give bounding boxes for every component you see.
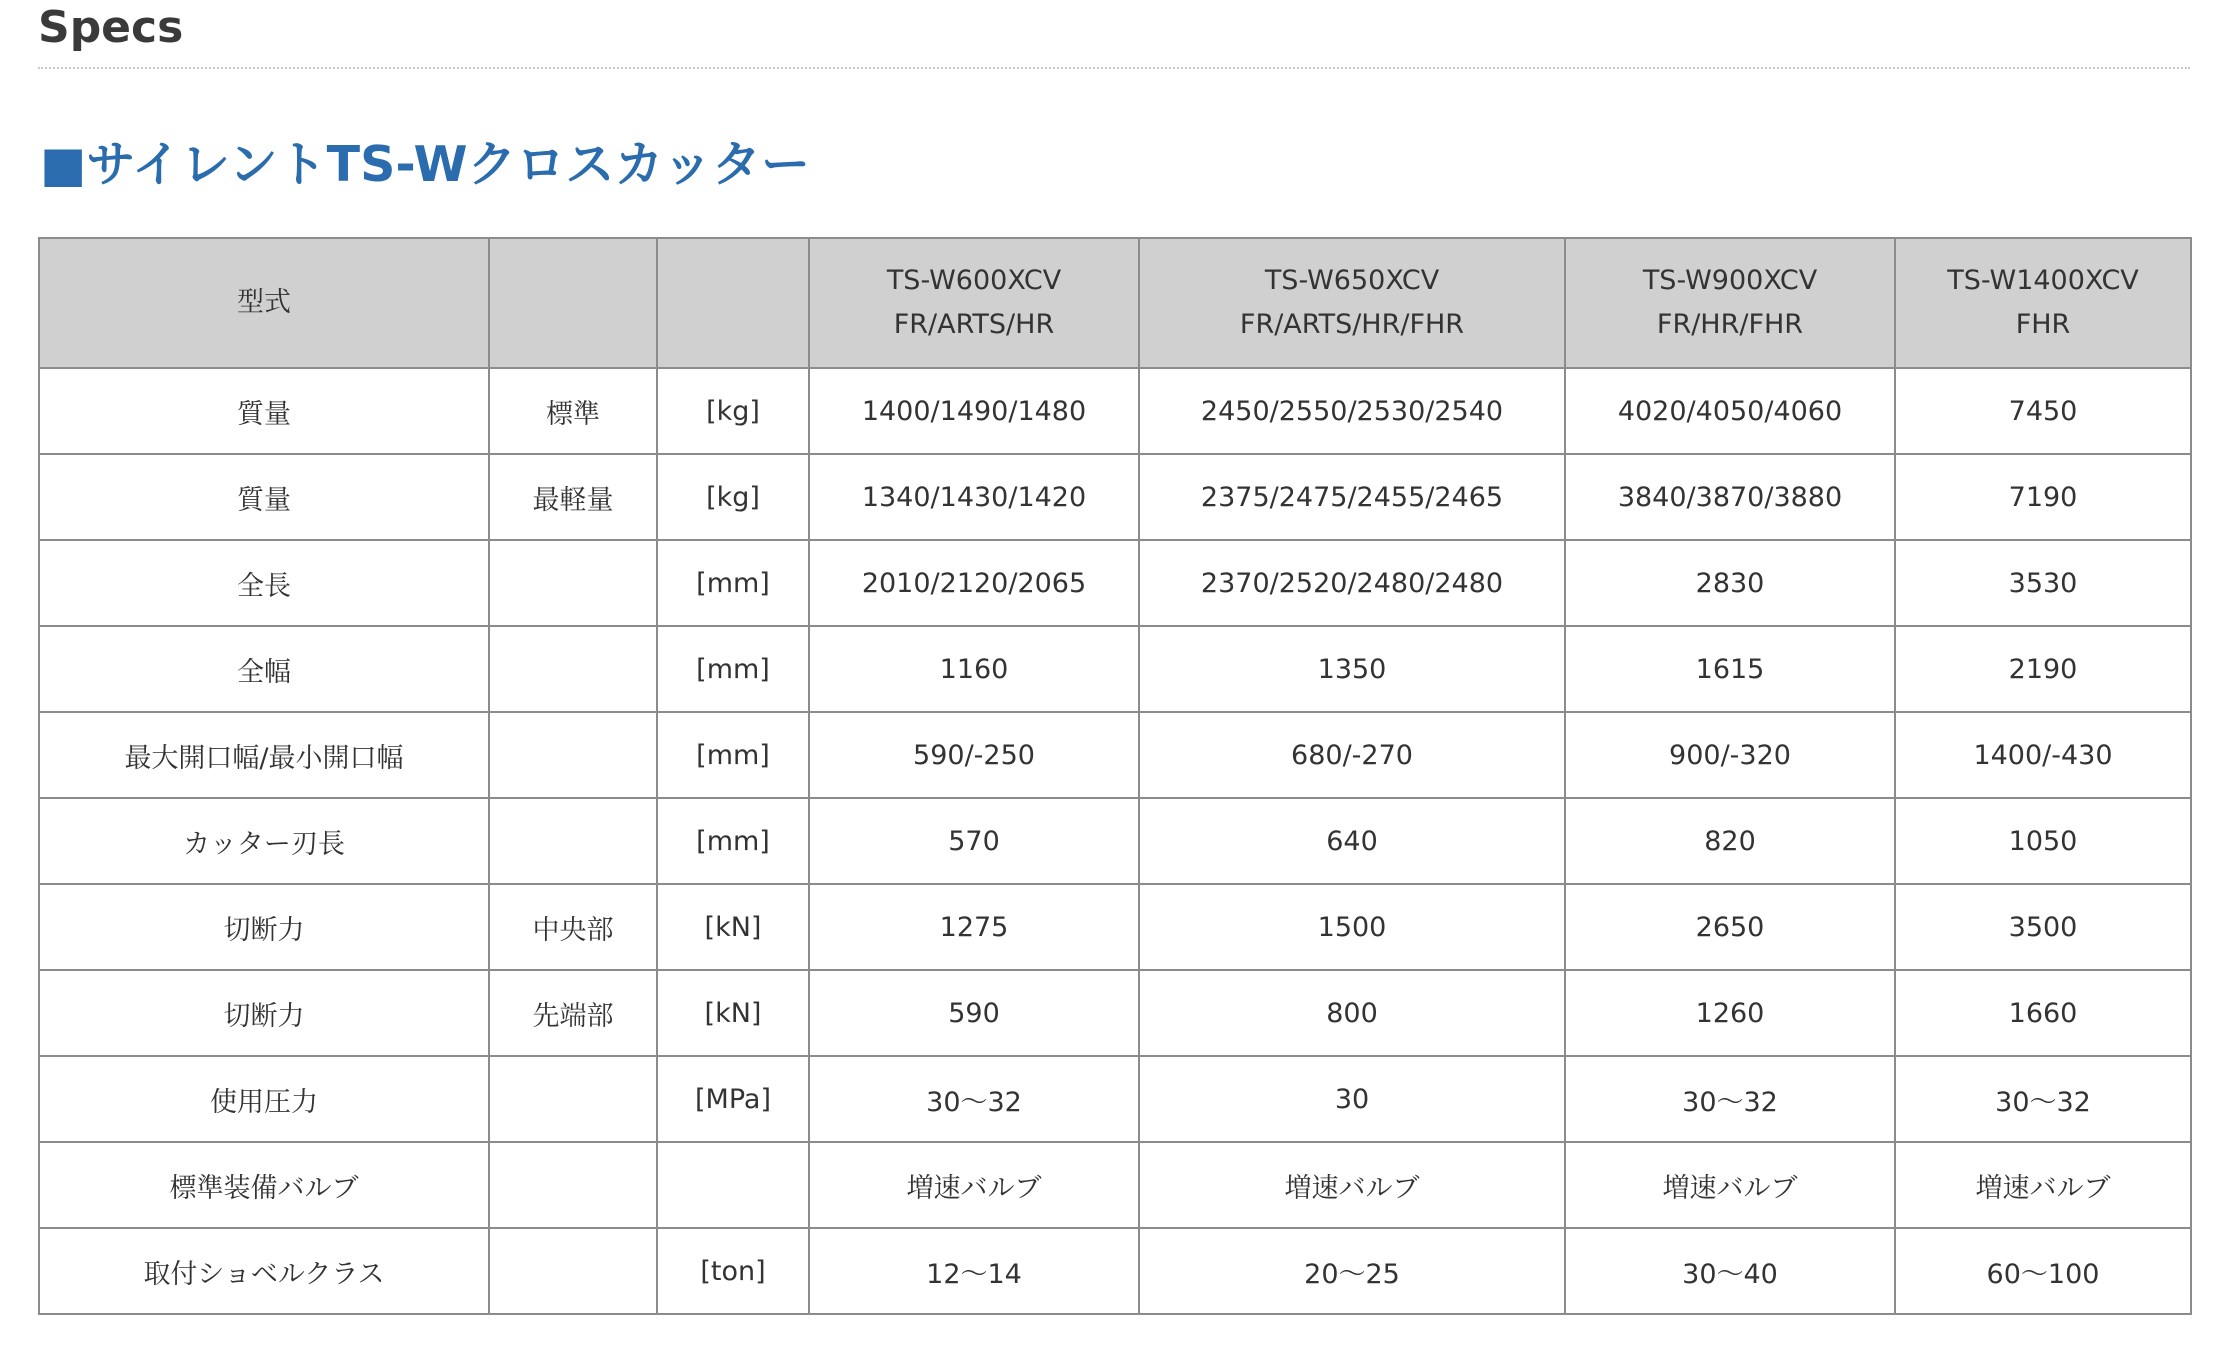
table-body: [39, 368, 2191, 1314]
row-value-cell: 3840/3870/3880: [1565, 454, 1895, 540]
row-value-cell: 1275: [809, 884, 1139, 970]
header-model-cell: [1565, 238, 1895, 368]
model-name: TS-W600XCV: [886, 265, 1062, 296]
row-value-cell: 1260: [1565, 970, 1895, 1056]
row-value-cell: 1500: [1139, 884, 1565, 970]
row-value-cell: 7190: [1895, 454, 2191, 540]
row-value-cell: 680/-270: [1139, 712, 1565, 798]
table-row: [39, 540, 2191, 626]
row-sub-cell: [489, 798, 657, 884]
model-variants: FR/ARTS/HR/FHR: [1239, 309, 1465, 340]
table-row: [39, 626, 2191, 712]
row-value-cell: 4020/4050/4060: [1565, 368, 1895, 454]
row-value-cell: 増速バルブ: [1565, 1142, 1895, 1228]
row-unit-cell: [kg]: [657, 454, 809, 540]
table-row: [39, 454, 2191, 540]
row-sub-cell: 中央部: [489, 884, 657, 970]
row-value-cell: 590/-250: [809, 712, 1139, 798]
header-model-cell: [809, 238, 1139, 368]
table-row: [39, 1142, 2191, 1228]
specs-heading: Specs: [38, 2, 184, 53]
model-variants: FR/ARTS/HR: [893, 309, 1055, 340]
row-unit-cell: [ton]: [657, 1228, 809, 1314]
row-value-cell: 30～40: [1565, 1228, 1895, 1314]
row-label-cell: カッター刃長: [39, 798, 489, 884]
row-sub-cell: [489, 1056, 657, 1142]
row-value-cell: 20～25: [1139, 1228, 1565, 1314]
row-unit-cell: [mm]: [657, 626, 809, 712]
table-header-row: [39, 238, 2191, 368]
row-label-cell: 取付ショベルクラス: [39, 1228, 489, 1314]
header-model-cell: [1139, 238, 1565, 368]
table-row: [39, 1228, 2191, 1314]
header-sub-cell: [489, 238, 657, 368]
row-value-cell: 12～14: [809, 1228, 1139, 1314]
row-unit-cell: [mm]: [657, 712, 809, 798]
model-variants: FHR: [2015, 309, 2071, 340]
row-value-cell: 640: [1139, 798, 1565, 884]
row-label-cell: 質量: [39, 368, 489, 454]
row-value-cell: 1340/1430/1420: [809, 454, 1139, 540]
row-label-cell: 切断力: [39, 970, 489, 1056]
table-row: [39, 884, 2191, 970]
row-value-cell: 2375/2475/2455/2465: [1139, 454, 1565, 540]
table-row: [39, 1056, 2191, 1142]
row-label-cell: 切断力: [39, 884, 489, 970]
row-value-cell: 60～100: [1895, 1228, 2191, 1314]
row-value-cell: 2450/2550/2530/2540: [1139, 368, 1565, 454]
row-sub-cell: 先端部: [489, 970, 657, 1056]
row-value-cell: 3530: [1895, 540, 2191, 626]
table-row: [39, 368, 2191, 454]
row-value-cell: 1660: [1895, 970, 2191, 1056]
row-unit-cell: [mm]: [657, 540, 809, 626]
row-label-cell: 全幅: [39, 626, 489, 712]
row-value-cell: 820: [1565, 798, 1895, 884]
row-label-cell: 最大開口幅/最小開口幅: [39, 712, 489, 798]
row-unit-cell: [kg]: [657, 368, 809, 454]
row-sub-cell: [489, 626, 657, 712]
row-value-cell: 2010/2120/2065: [809, 540, 1139, 626]
table-row: [39, 798, 2191, 884]
row-value-cell: 570: [809, 798, 1139, 884]
row-sub-cell: [489, 1142, 657, 1228]
row-value-cell: 増速バルブ: [1895, 1142, 2191, 1228]
row-sub-cell: [489, 712, 657, 798]
row-value-cell: 30～32: [809, 1056, 1139, 1142]
product-title: ■サイレントTS-Wクロスカッター: [40, 136, 811, 193]
row-sub-cell: 標準: [489, 368, 657, 454]
model-name: TS-W900XCV: [1642, 265, 1818, 296]
row-label-cell: 全長: [39, 540, 489, 626]
row-sub-cell: [489, 1228, 657, 1314]
row-value-cell: 900/-320: [1565, 712, 1895, 798]
row-value-cell: 30～32: [1895, 1056, 2191, 1142]
row-unit-cell: [kN]: [657, 884, 809, 970]
row-value-cell: 1160: [809, 626, 1139, 712]
row-unit-cell: [MPa]: [657, 1056, 809, 1142]
row-value-cell: 2830: [1565, 540, 1895, 626]
row-value-cell: 1615: [1565, 626, 1895, 712]
row-value-cell: 2650: [1565, 884, 1895, 970]
row-value-cell: 590: [809, 970, 1139, 1056]
row-unit-cell: [657, 1142, 809, 1228]
row-value-cell: 800: [1139, 970, 1565, 1056]
row-value-cell: 30: [1139, 1056, 1565, 1142]
row-sub-cell: [489, 540, 657, 626]
row-sub-cell: 最軽量: [489, 454, 657, 540]
row-value-cell: 2370/2520/2480/2480: [1139, 540, 1565, 626]
row-value-cell: 3500: [1895, 884, 2191, 970]
model-variants: FR/HR/FHR: [1656, 309, 1804, 340]
row-label-cell: 質量: [39, 454, 489, 540]
row-unit-cell: [kN]: [657, 970, 809, 1056]
table-row: [39, 970, 2191, 1056]
row-label-cell: 標準装備バルブ: [39, 1142, 489, 1228]
spec-table: [38, 237, 2192, 1315]
row-label-cell: 使用圧力: [39, 1056, 489, 1142]
row-value-cell: 1050: [1895, 798, 2191, 884]
row-value-cell: 1400/1490/1480: [809, 368, 1139, 454]
row-value-cell: 2190: [1895, 626, 2191, 712]
section-divider: [38, 67, 2190, 69]
row-value-cell: 30～32: [1565, 1056, 1895, 1142]
model-name: TS-W650XCV: [1264, 265, 1440, 296]
header-unit-cell: [657, 238, 809, 368]
table-row: [39, 712, 2191, 798]
header-model-cell: [1895, 238, 2191, 368]
row-value-cell: 増速バルブ: [809, 1142, 1139, 1228]
row-value-cell: 7450: [1895, 368, 2191, 454]
row-unit-cell: [mm]: [657, 798, 809, 884]
row-value-cell: 1400/-430: [1895, 712, 2191, 798]
model-name: TS-W1400XCV: [1947, 265, 2139, 296]
row-value-cell: 増速バルブ: [1139, 1142, 1565, 1228]
header-label-cell: 型式: [39, 238, 489, 368]
row-value-cell: 1350: [1139, 626, 1565, 712]
